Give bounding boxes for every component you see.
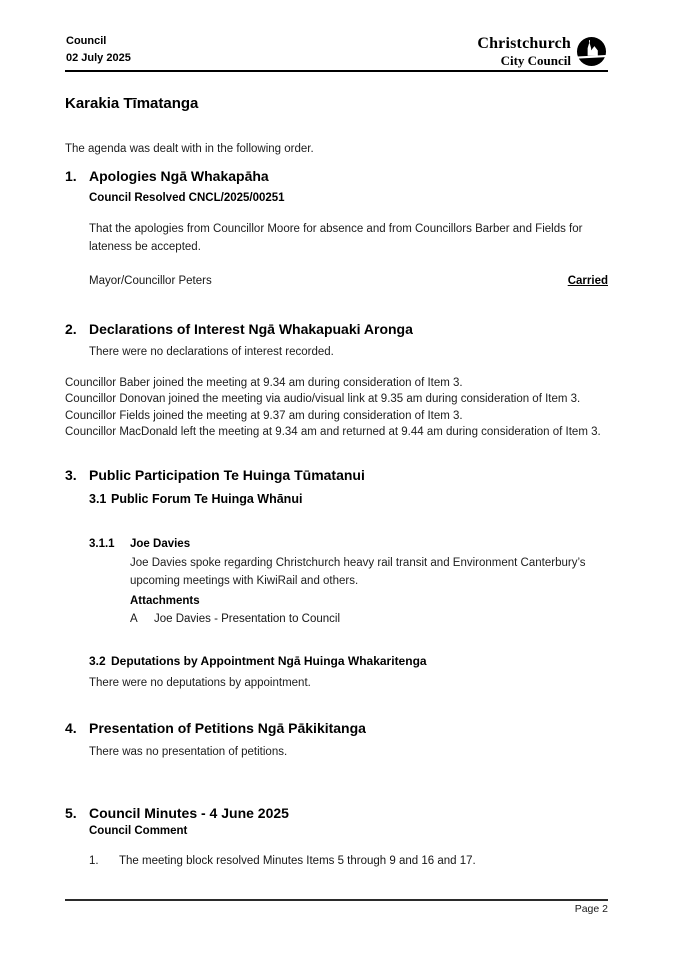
council-logo <box>477 36 607 67</box>
council-comment-item <box>89 855 476 867</box>
section-1-heading <box>65 167 269 185</box>
section-5-number: 5. <box>65 805 77 821</box>
section-1-number: 1. <box>65 168 77 184</box>
cathedral-logo-icon <box>576 36 607 67</box>
section-5-heading <box>65 804 289 822</box>
speaker-summary: Joe Davies spoke regarding Christchurch heavy rail transit and Environment Canterbury’s upcoming meetings with KiwiRail and others. <box>130 557 586 587</box>
council-comment-heading: Council Comment <box>89 825 188 837</box>
council-logo-text <box>477 36 571 67</box>
section-3-2-title: Deputations by Appointment Ngā Huinga Whakaritenga <box>111 654 427 668</box>
header-meeting-date: 02 July 2025 <box>66 52 131 64</box>
karakia-heading: Karakia Tīmatanga <box>65 95 199 112</box>
section-4-number: 4. <box>65 720 77 736</box>
attendance-note: Councillor Fields joined the meeting at 9.37 am during consideration of Item 3. <box>65 409 463 422</box>
attendance-note: Councillor MacDonald left the meeting at 9.34 am and returned at 9.44 am during consideration of Item 3. <box>65 426 601 439</box>
section-3-2-body: There were no deputations by appointment. <box>89 677 311 689</box>
attachment-row <box>130 613 340 625</box>
section-4-title: Presentation of Petitions Ngā Pākikitanga <box>89 720 366 736</box>
section-3-1-title: Public Forum Te Huinga Whānui <box>111 492 303 506</box>
vote-mover: Mayor/Councillor Peters <box>89 275 212 287</box>
section-3-2-heading <box>89 654 427 668</box>
section-1-title: Apologies Ngā Whakapāha <box>89 168 269 184</box>
section-3-1-1-number: 3.1.1 <box>89 538 115 550</box>
section-3-1-number: 3.1 <box>89 492 107 506</box>
vote-result: Carried <box>567 275 608 287</box>
section-2-heading <box>65 320 413 338</box>
comment-item-number: 1. <box>89 855 99 867</box>
logo-text-line2: City Council <box>500 53 571 68</box>
section-3-2-number: 3.2 <box>89 654 106 668</box>
comment-item-text: The meeting block resolved Minutes Items 5 through 9 and 16 and 17. <box>119 855 476 867</box>
speaker-name: Joe Davies <box>130 538 191 550</box>
attachment-label: A <box>130 613 138 625</box>
section-4-heading <box>65 719 366 737</box>
attachments-heading: Attachments <box>130 595 200 607</box>
attendance-notes <box>65 375 601 441</box>
section-3-title: Public Participation Te Huinga Tūmatanui <box>89 467 365 483</box>
header-rule <box>65 70 608 72</box>
section-5-title: Council Minutes - 4 June 2025 <box>89 805 289 821</box>
agenda-order-note: The agenda was dealt with in the following order. <box>65 143 314 155</box>
attendance-note: Councillor Donovan joined the meeting via audio/visual link at 9.35 am during consideration of Item 3. <box>65 393 581 406</box>
section-3-1-heading <box>89 492 302 506</box>
attendance-note: Councillor Baber joined the meeting at 9.34 am during consideration of Item 3. <box>65 377 463 389</box>
section-3-number: 3. <box>65 467 77 483</box>
section-1-vote-row <box>89 275 608 287</box>
section-3-1-1-heading <box>89 538 190 550</box>
header-meeting-block <box>66 33 131 67</box>
header-meeting-name: Council <box>66 35 107 47</box>
logo-text-line1: Christchurch <box>477 35 571 52</box>
section-1-resolution: Council Resolved CNCL/2025/00251 <box>89 192 285 204</box>
section-4-body: There was no presentation of petitions. <box>89 746 288 758</box>
attachment-title: Joe Davies - Presentation to Council <box>154 613 341 625</box>
section-2-body: There were no declarations of interest recorded. <box>89 346 334 358</box>
footer-rule <box>65 899 608 901</box>
page-number: Page 2 <box>574 903 608 915</box>
section-2-title: Declarations of Interest Ngā Whakapuaki Aronga <box>89 321 413 337</box>
section-2-number: 2. <box>65 321 77 337</box>
section-3-heading <box>65 466 365 484</box>
section-1-body: That the apologies from Councillor Moore for absence and from Councillors Barber and Fields for lateness be accepted. <box>89 223 583 253</box>
